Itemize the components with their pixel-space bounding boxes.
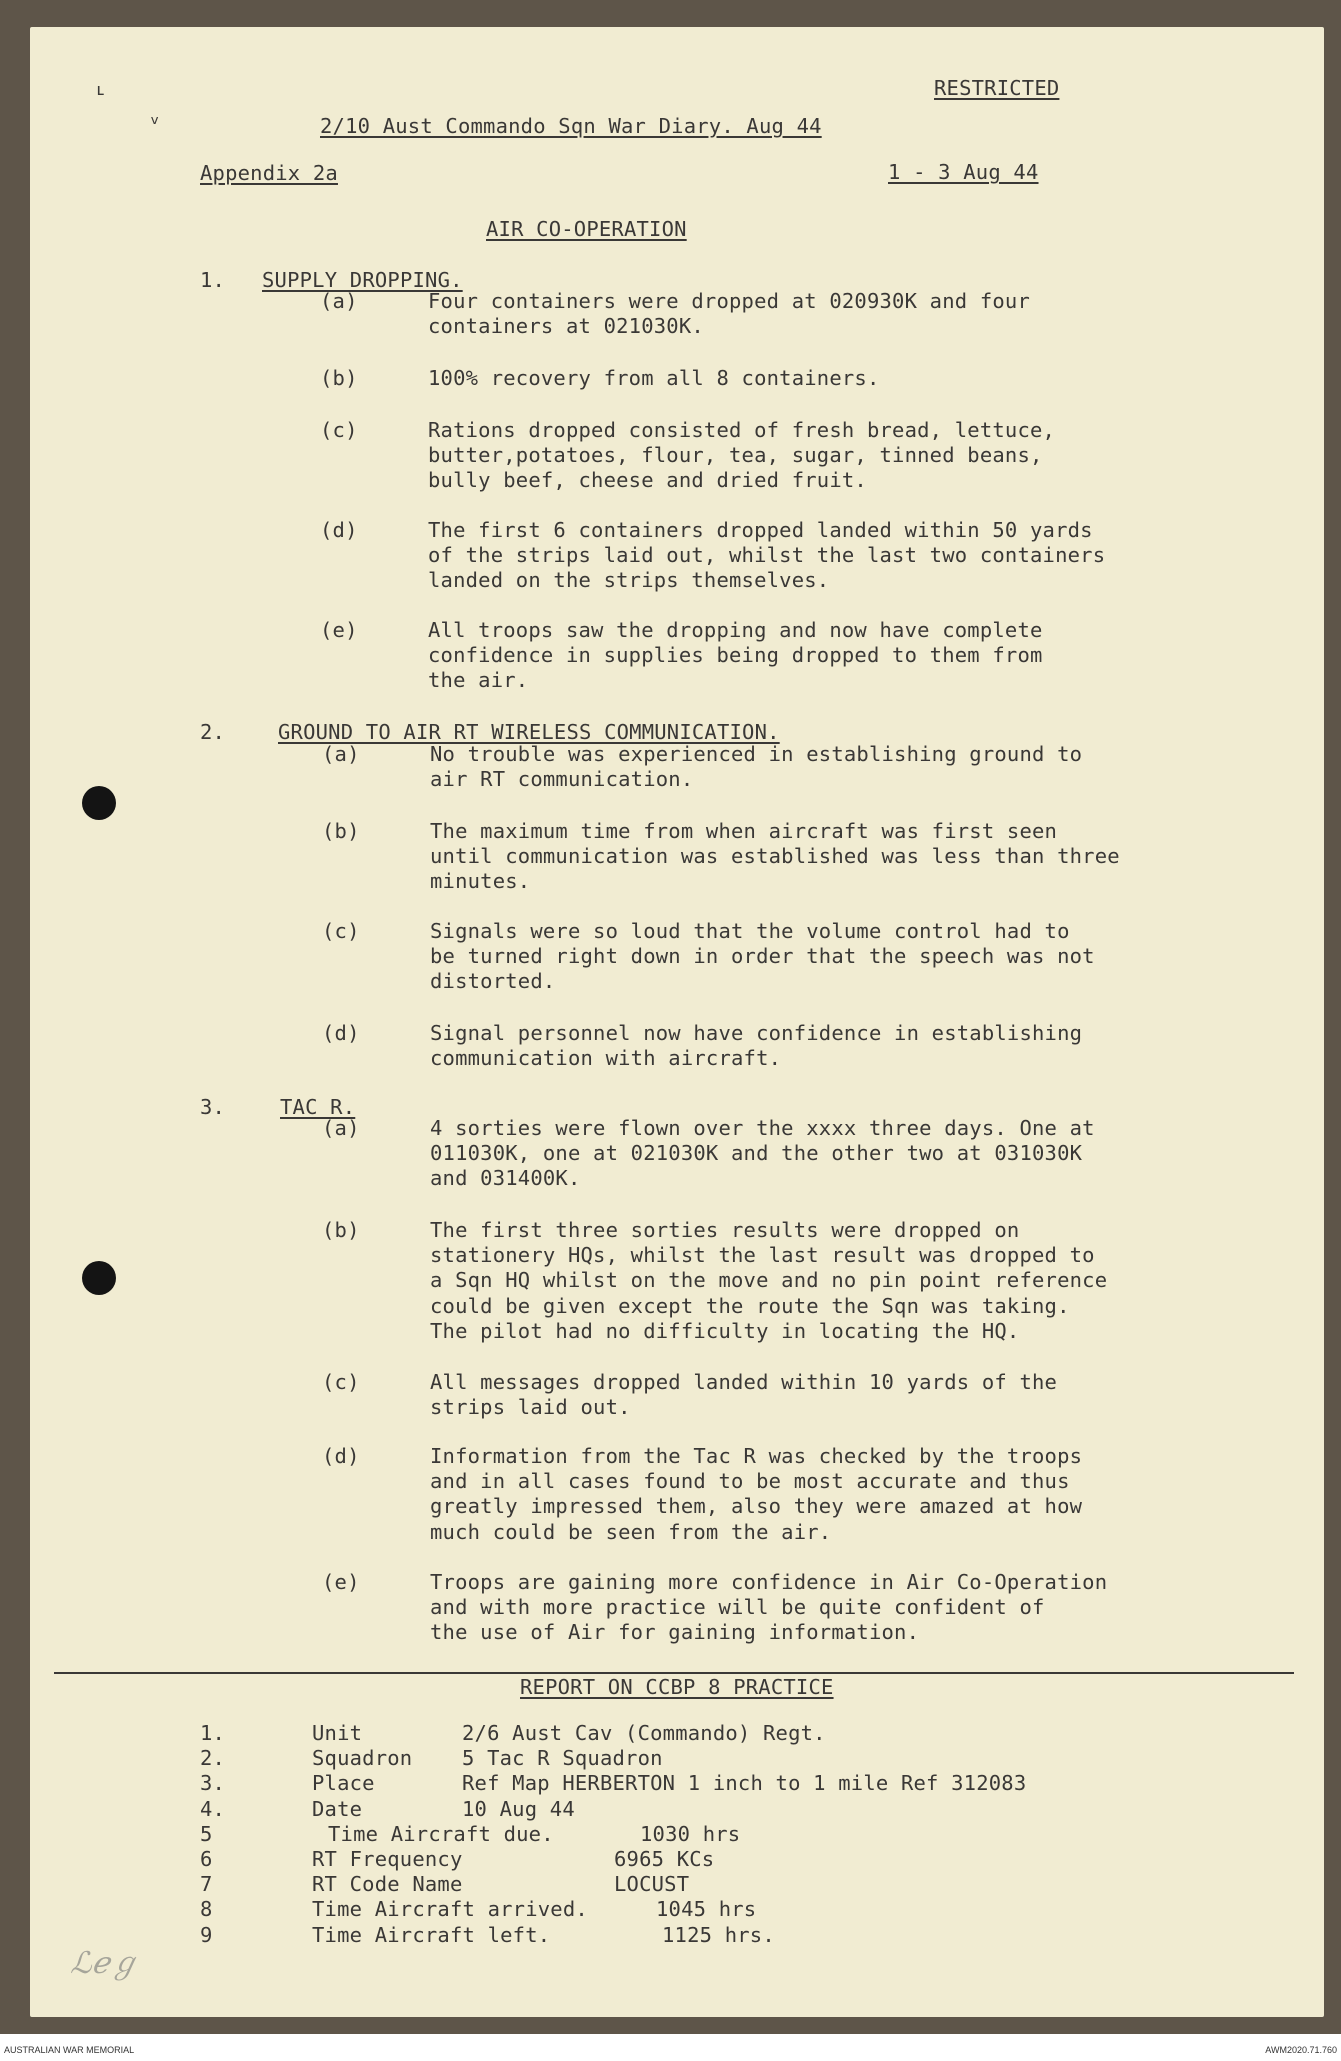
section-number: 2. xyxy=(200,720,226,744)
report-row-label: Time Aircraft due. xyxy=(328,1821,554,1846)
item-text-line: All troops saw the dropping and now have complete xyxy=(428,618,1043,642)
item-text-line: containers at 021030K. xyxy=(428,314,704,339)
report-row-number: 3. xyxy=(200,1771,226,1796)
section-title: SUPPLY DROPPING. xyxy=(262,268,463,292)
item-text-line: and with more practice will be quite confident of xyxy=(430,1595,1045,1620)
report-row-number: 5 xyxy=(200,1821,213,1846)
footer-institution: AUSTRALIAN WAR MEMORIAL xyxy=(4,2045,135,2055)
report-row-number: 9 xyxy=(200,1922,213,1947)
item-text-line: Rations dropped consisted of fresh bread, lettuce, xyxy=(428,418,1056,442)
report-row-value: 1030 hrs xyxy=(640,1821,741,1846)
item-tag: (a) xyxy=(322,742,360,766)
ink-mark: ʟ xyxy=(96,80,106,99)
report-title: REPORT ON CCBP 8 PRACTICE xyxy=(520,1675,834,1699)
item-text-line: the air. xyxy=(428,668,529,693)
report-row-label: RT Code Name xyxy=(312,1872,463,1897)
item-text-line: Four containers were dropped at 020930K and four xyxy=(428,289,1031,313)
item-tag: (c) xyxy=(320,418,358,442)
report-row-label: Date xyxy=(312,1796,363,1821)
item-text-line: of the strips laid out, whilst the last two containers xyxy=(428,543,1106,568)
report-row-value: 1045 hrs xyxy=(656,1897,757,1922)
item-text-line: and 031400K. xyxy=(430,1166,581,1191)
item-tag: (d) xyxy=(320,518,358,542)
ink-mark: ᵛ xyxy=(148,112,162,137)
report-row-label: Squadron xyxy=(312,1746,413,1771)
item-tag: (a) xyxy=(320,289,358,313)
item-text-line: All messages dropped landed within 10 yards of the xyxy=(430,1370,1058,1394)
item-text-line: minutes. xyxy=(430,869,531,894)
report-row-value: 1125 hrs. xyxy=(662,1922,775,1947)
item-text-line: and in all cases found to be most accurate and thus xyxy=(430,1469,1070,1494)
item-text-line: Information from the Tac R was checked by the troops xyxy=(430,1444,1083,1468)
report-row-number: 8 xyxy=(200,1897,213,1922)
item-text-line: The pilot had no difficulty in locating the HQ. xyxy=(430,1318,1020,1343)
item-text-line: communication with aircraft. xyxy=(430,1046,782,1071)
report-row-value: Ref Map HERBERTON 1 inch to 1 mile Ref 312083 xyxy=(462,1771,1027,1796)
report-row-value: 10 Aug 44 xyxy=(462,1796,575,1821)
report-row-label: Time Aircraft arrived. xyxy=(312,1897,588,1922)
item-text-line: greatly impressed them, also they were amazed at how xyxy=(430,1494,1083,1519)
report-row-number: 4. xyxy=(200,1796,226,1821)
section-title: TAC R. xyxy=(280,1095,356,1119)
item-tag: (e) xyxy=(320,618,358,642)
item-text-line: much could be seen from the air. xyxy=(430,1519,832,1544)
item-text-line: Signal personnel now have confidence in establishing xyxy=(430,1021,1083,1045)
footer-catalog-number: AWM2020.71.760 xyxy=(1265,2045,1337,2055)
item-text-line: the use of Air for gaining information. xyxy=(430,1620,920,1645)
item-text-line: distorted. xyxy=(430,969,556,994)
item-text-line: The maximum time from when aircraft was first seen xyxy=(430,819,1058,843)
signature-scribble: ℒℯℊ xyxy=(70,1946,140,1981)
item-text-line: be turned right down in order that the speech was not xyxy=(430,944,1095,969)
section-title: GROUND TO AIR RT WIRELESS COMMUNICATION. xyxy=(278,720,780,744)
item-text-line: 100% recovery from all 8 containers. xyxy=(428,366,880,390)
report-row-number: 2. xyxy=(200,1746,226,1771)
report-row-label: RT Frequency xyxy=(312,1847,463,1871)
item-text-line: landed on the strips themselves. xyxy=(428,568,830,593)
report-row-value: 5 Tac R Squadron xyxy=(462,1746,663,1771)
section-heading: AIR CO-OPERATION xyxy=(486,217,687,241)
item-text-line: Troops are gaining more confidence in Air Co-Operation xyxy=(430,1570,1108,1594)
report-row-number: 1. xyxy=(200,1721,226,1745)
classification-label: RESTRICTED xyxy=(934,76,1060,100)
section-number: 1. xyxy=(200,268,226,292)
punch-hole xyxy=(82,1261,116,1295)
item-text-line: could be given except the route the Sqn was taking. xyxy=(430,1293,1070,1318)
item-text-line: stationery HQs, whilst the last result was dropped to xyxy=(430,1243,1095,1268)
item-text-line: butter,potatoes, flour, tea, sugar, tinned beans, xyxy=(428,443,1043,468)
report-row-number: 7 xyxy=(200,1872,213,1897)
item-text-line: 011030K, one at 021030K and the other two at 031030K xyxy=(430,1141,1083,1166)
item-text-line: until communication was established was less than three xyxy=(430,844,1120,869)
item-tag: (d) xyxy=(322,1021,360,1045)
item-tag: (b) xyxy=(320,366,358,390)
section-number: 3. xyxy=(200,1095,226,1119)
report-row-value: 2/6 Aust Cav (Commando) Regt. xyxy=(462,1721,826,1745)
item-text-line: The first 6 containers dropped landed within 50 yards xyxy=(428,518,1093,542)
item-tag: (b) xyxy=(322,1218,360,1242)
report-row-label: Place xyxy=(312,1771,375,1796)
appendix-label: Appendix 2a xyxy=(200,161,338,185)
item-tag: (b) xyxy=(322,819,360,843)
item-tag: (c) xyxy=(322,1370,360,1394)
report-row-value: LOCUST xyxy=(614,1872,690,1897)
report-row-value: 6965 KCs xyxy=(614,1847,715,1871)
divider-line xyxy=(54,1672,1294,1674)
punch-hole xyxy=(82,786,116,820)
item-text-line: 4 sorties were flown over the xxxx three days. One at xyxy=(430,1116,1095,1140)
footer-bar xyxy=(0,2034,1341,2061)
item-text-line: The first three sorties results were dropped on xyxy=(430,1218,1020,1242)
item-text-line: strips laid out. xyxy=(430,1395,631,1420)
report-row-number: 6 xyxy=(200,1847,213,1871)
report-row-label: Unit xyxy=(312,1721,363,1745)
item-text-line: bully beef, cheese and dried fruit. xyxy=(428,468,867,493)
item-text-line: air RT communication. xyxy=(430,767,694,792)
item-text-line: No trouble was experienced in establishing ground to xyxy=(430,742,1083,766)
item-tag: (e) xyxy=(322,1570,360,1594)
document-title: 2/10 Aust Commando Sqn War Diary. Aug 44 xyxy=(320,114,822,138)
item-text-line: a Sqn HQ whilst on the move and no pin point reference xyxy=(430,1268,1108,1293)
item-text-line: Signals were so loud that the volume control had to xyxy=(430,919,1070,943)
report-row-label: Time Aircraft left. xyxy=(312,1922,551,1947)
item-tag: (c) xyxy=(322,919,360,943)
date-range: 1 - 3 Aug 44 xyxy=(888,160,1039,184)
item-tag: (a) xyxy=(322,1116,360,1140)
item-tag: (d) xyxy=(322,1444,360,1468)
item-text-line: confidence in supplies being dropped to them from xyxy=(428,643,1043,668)
